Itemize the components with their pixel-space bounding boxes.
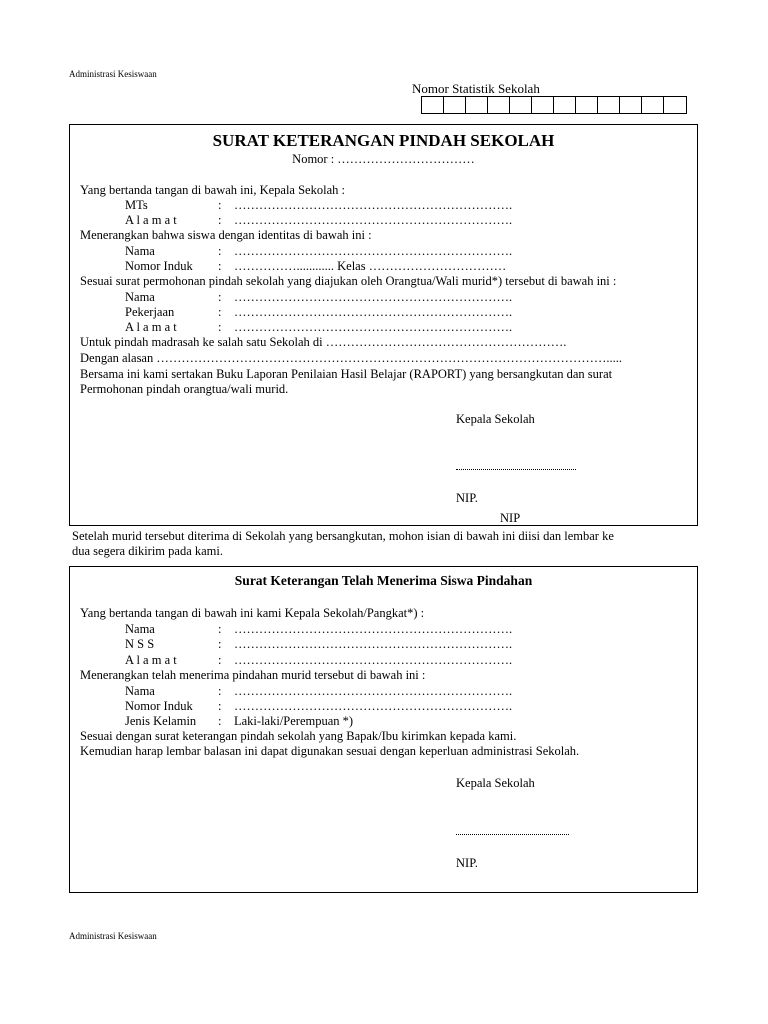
nss-digit-box[interactable] <box>466 97 488 113</box>
nss-digit-box[interactable] <box>642 97 664 113</box>
nama-murid-label: Nama <box>125 684 155 698</box>
form1-sesuai: Sesuai surat permohonan pindah sekolah yang diajukan oleh Orangtua/Wali murid*) tersebut di bawah ini : <box>80 274 617 288</box>
colon: : <box>218 714 222 728</box>
colon: : <box>218 290 222 304</box>
nss-digit-box[interactable] <box>532 97 554 113</box>
nss-digit-box[interactable] <box>510 97 532 113</box>
nss-field[interactable]: …………………………………………………………. <box>234 637 513 651</box>
alamat-label: A l a m a t <box>125 213 177 227</box>
jenis-kelamin-label: Jenis Kelamin <box>125 714 197 728</box>
mts-label: MTs <box>125 198 148 212</box>
form1-untuk-pindah[interactable]: Untuk pindah madrasah ke salah satu Sekolah di …………………………………………………. <box>80 335 567 349</box>
colon: : <box>218 653 222 667</box>
colon: : <box>218 244 222 258</box>
colon: : <box>218 305 222 319</box>
jenis-kelamin-field[interactable]: Laki-laki/Perempuan *) <box>234 714 354 728</box>
form1-bersama-line1: Bersama ini kami sertakan Buku Laporan Penilaian Hasil Belajar (RAPORT) yang bersangkutan dan surat <box>80 367 613 381</box>
nama-label: Nama <box>125 622 155 636</box>
colon: : <box>218 198 222 212</box>
nss-digit-box[interactable] <box>620 97 642 113</box>
form2-kemudian: Kemudian harap lembar balasan ini dapat digunakan sesuai dengan keperluan administrasi Sekolah. <box>80 744 580 758</box>
nss-digit-box[interactable] <box>576 97 598 113</box>
nama-field[interactable]: …………………………………………………………. <box>234 622 513 636</box>
colon: : <box>218 259 222 273</box>
colon: : <box>218 622 222 636</box>
form2-kepala-sekolah: Kepala Sekolah <box>456 776 535 790</box>
nama-ortu-label: Nama <box>125 290 155 304</box>
nama-ortu-field[interactable]: …………………………………………………………. <box>234 290 513 304</box>
form1-title: SURAT KETERANGAN PINDAH SEKOLAH <box>212 131 555 150</box>
pekerjaan-field[interactable]: …………………………………………………………. <box>234 305 513 319</box>
form-terima-siswa <box>69 566 698 893</box>
nama-label: Nama <box>125 244 155 258</box>
form2-signature-line[interactable] <box>456 834 569 835</box>
nomor-induk-label: Nomor Induk <box>125 259 193 273</box>
nss-row-label: N S S <box>125 637 155 651</box>
nss-digit-box[interactable] <box>488 97 510 113</box>
colon: : <box>218 320 222 334</box>
nomor-induk-label: Nomor Induk <box>125 699 193 713</box>
form1-signature-line[interactable] <box>456 469 576 470</box>
form1-bersama-line2: Permohonan pindah orangtua/wali murid. <box>80 382 289 396</box>
nss-digit-box[interactable] <box>422 97 444 113</box>
form1-nip: NIP. <box>456 491 478 505</box>
nss-digit-box[interactable] <box>554 97 576 113</box>
mts-field[interactable]: …………………………………………………………. <box>234 198 513 212</box>
form2-sesuai: Sesuai dengan surat keterangan pindah sekolah yang Bapak/Ibu kirimkan kepada kami. <box>80 729 517 743</box>
colon: : <box>218 213 222 227</box>
form1-nomor[interactable]: Nomor : …………………………… <box>292 152 475 166</box>
colon: : <box>218 699 222 713</box>
header-admin-label: Administrasi Kesiswaan <box>69 69 157 79</box>
alamat-ortu-field[interactable]: …………………………………………………………. <box>234 320 513 334</box>
nss-digit-box[interactable] <box>598 97 620 113</box>
instruction-line1: Setelah murid tersebut diterima di Sekolah yang bersangkutan, mohon isian di bawah ini diisi dan lembar ke <box>72 529 614 543</box>
nomor-induk-kelas-field[interactable]: ……………............ Kelas …………………………… <box>234 259 507 273</box>
nss-label: Nomor Statistik Sekolah <box>412 81 540 96</box>
footer-admin-label: Administrasi Kesiswaan <box>69 931 157 941</box>
form2-nip: NIP. <box>456 856 478 870</box>
nama-field[interactable]: …………………………………………………………. <box>234 244 513 258</box>
nss-digit-box[interactable] <box>444 97 466 113</box>
form2-title: Surat Keterangan Telah Menerima Siswa Pindahan <box>234 573 533 588</box>
form1-intro: Yang bertanda tangan di bawah ini, Kepala Sekolah : <box>80 183 345 197</box>
nss-digit-box[interactable] <box>664 97 686 113</box>
instruction-line2: dua segera dikirim pada kami. <box>72 544 223 558</box>
alamat-field[interactable]: …………………………………………………………. <box>234 213 513 227</box>
form1-kepala-sekolah: Kepala Sekolah <box>456 412 535 426</box>
form1-nip-cut: NIP <box>500 511 521 525</box>
alamat-label: A l a m a t <box>125 653 177 667</box>
form-pindah-sekolah <box>69 124 698 526</box>
nama-murid-field[interactable]: …………………………………………………………. <box>234 684 513 698</box>
colon: : <box>218 684 222 698</box>
colon: : <box>218 637 222 651</box>
form1-dengan-alasan[interactable]: Dengan alasan ………………………………………………………………………………………………..... <box>80 351 622 365</box>
alamat-field[interactable]: …………………………………………………………. <box>234 653 513 667</box>
form1-menerangkan: Menerangkan bahwa siswa dengan identitas di bawah ini : <box>80 228 372 242</box>
nss-box-grid[interactable] <box>421 96 687 114</box>
alamat-ortu-label: A l a m a t <box>125 320 177 334</box>
pekerjaan-label: Pekerjaan <box>125 305 175 319</box>
nomor-induk-field[interactable]: …………………………………………………………. <box>234 699 513 713</box>
form2-intro: Yang bertanda tangan di bawah ini kami Kepala Sekolah/Pangkat*) : <box>80 606 425 620</box>
form2-menerangkan: Menerangkan telah menerima pindahan murid tersebut di bawah ini : <box>80 668 426 682</box>
